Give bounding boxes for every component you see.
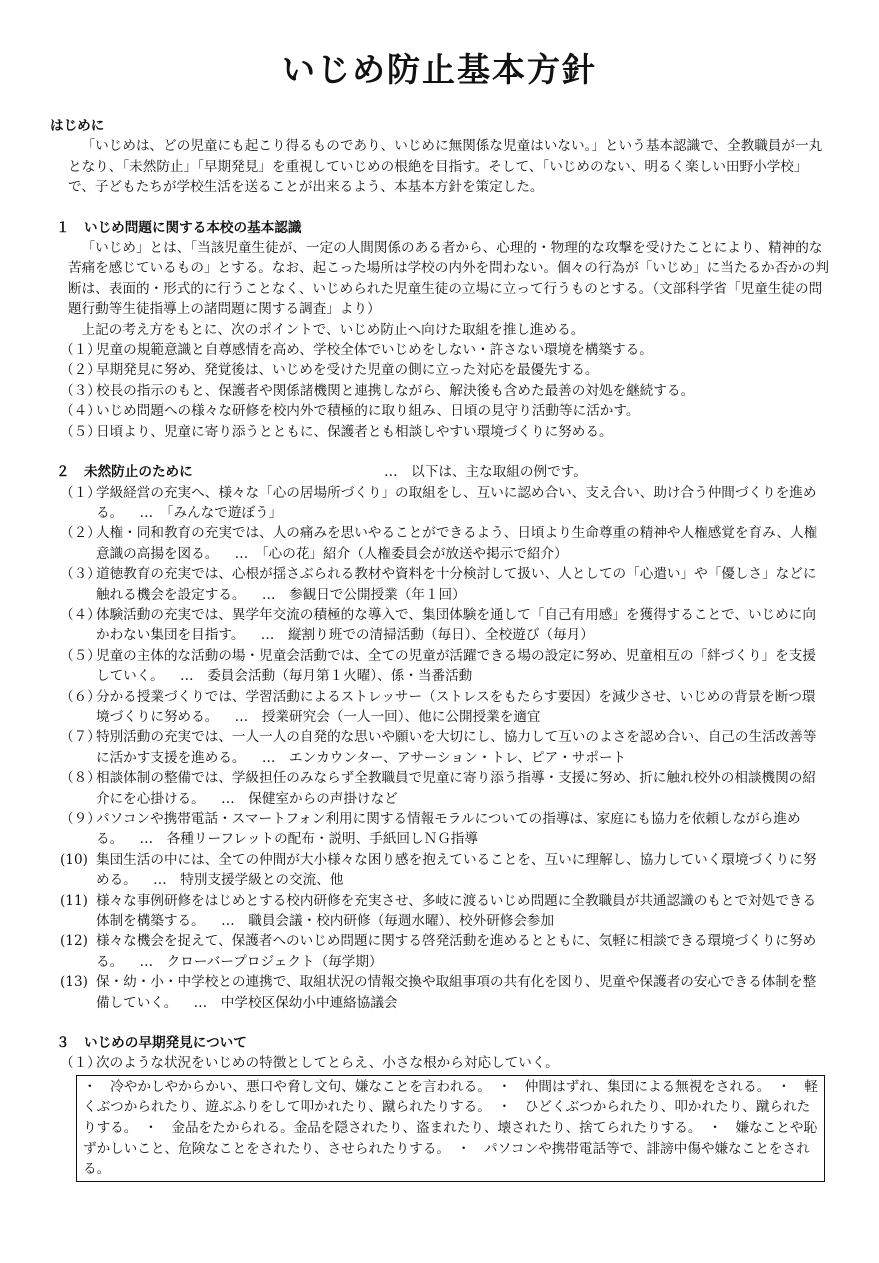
list-item <box>50 422 829 442</box>
list-item <box>50 360 829 380</box>
list-item <box>50 340 829 360</box>
section-1-lead: 上記の考え方をもとに、次のポイントで、いじめ防止へ向けた取組を推し進める。 <box>81 321 585 338</box>
list-item-text: 様々な事例研修をはじめとする校内研修を充実させ、多岐に渡るいじめ問題に全教職員が共通認識のもとで対処できる体制を構築する。 <box>96 892 817 930</box>
list-item-example: … 参観日で公開授業（年１回） <box>261 586 466 603</box>
list-item-text: 児童の規範意識と自尊感情を高め、学校全体でいじめをしない・許さない環境を構築する。 <box>96 342 653 359</box>
list-item-text: 分かる授業づくりでは、学習活動によるストレッサー（ストレスをもたらす要因）を減少させ、いじめの背景を断つ環境づくりに努める。 <box>96 688 816 725</box>
section-2-note: … 以下は、主な取組の例です。 <box>384 464 587 481</box>
section-2-number: ２ <box>56 464 70 481</box>
list-item-number: （９） <box>60 811 101 827</box>
section-3-title: いじめの早期発見について <box>84 1035 247 1052</box>
list-item-text: いじめ問題への様々な研修を校内外で積極的に取り組み、日頃の見守り活動等に活かす。 <box>96 403 640 420</box>
section-2 <box>50 462 829 1013</box>
section-3 <box>50 1033 829 1182</box>
list-item-number: （８） <box>60 770 101 787</box>
section-2-list <box>50 483 829 1014</box>
list-item <box>50 687 829 728</box>
list-item <box>50 809 829 850</box>
list-item-number: （５） <box>60 423 101 440</box>
list-item-text: 体験活動の充実では、異学年交流の積極的な導入で、集団体験を通して「自己有用感」を獲得することで、いじめに向かわない集団を目指す。 <box>96 606 816 644</box>
list-item-example: … エンカウンター、アサーション・トレ、ピア・サポート <box>261 749 627 766</box>
intro-section <box>50 116 829 198</box>
section-1-list <box>50 340 829 442</box>
list-item-text: 人権・同和教育の充実では、人の痛みを思いやることができるよう、日頃より生命尊重の精神や人権感覚を育み、人権意識の高揚を図る。 <box>96 525 818 562</box>
list-item-number: （３） <box>60 382 101 399</box>
list-item-number: (13) <box>60 974 88 991</box>
list-item <box>50 727 829 768</box>
list-item-text: 学級経営の充実へ、様々な「心の居場所づくり」の取組をし、互いに認め合い、支え合い、助け合う仲間づくりを進める。 <box>96 484 817 521</box>
section-3-number: ３ <box>56 1035 70 1052</box>
section-1-title: いじめ問題に関する本校の基本認識 <box>84 219 302 236</box>
list-item-text: パソコンや携帯電話・スマートフォン利用に関する情報モラルについての指導は、家庭にも協力を依頼しながら進める。 <box>96 811 801 848</box>
list-item <box>50 972 829 1013</box>
list-item-text: 様々な機会を捉えて、保護者へのいじめ問題に関する啓発活動を進めるとともに、気軽に相談できる環境づくりに努める。 <box>96 933 817 970</box>
list-item-text: 相談体制の整備では、学級担任のみならず全教職員で児童に寄り添う指導・支援に努め、折に触れ校外の相談機関の紹介にを心掛ける。 <box>96 770 816 807</box>
list-item-example: … 「心の花」紹介（人権委員会が放送や掲示で紹介） <box>234 545 568 562</box>
section-2-title: 未然防止のために <box>84 464 193 481</box>
list-item-number: （１） <box>60 342 101 359</box>
list-item <box>50 605 829 646</box>
section-1 <box>50 218 829 442</box>
list-item-example: … 中学校区保幼小中連絡協議会 <box>193 994 398 1011</box>
list-item-number: （２） <box>60 362 101 379</box>
list-item-example: … クローバープロジェクト（毎学期） <box>139 953 383 970</box>
list-item-example: … 職員会議・校内研修（毎週水曜）、校外研修会参加 <box>221 913 555 930</box>
list-item <box>50 523 829 564</box>
list-item <box>50 931 829 972</box>
list-item-number: （３） <box>60 566 101 583</box>
page-title: いじめ防止基本方針 <box>282 50 597 89</box>
list-item-example: … 委員会活動（毎月第１火曜）、係・当番活動 <box>180 668 473 685</box>
list-item-number: （１） <box>60 484 101 501</box>
list-item-example: … 「みんなで遊ぼう」 <box>139 504 283 521</box>
list-item-text: 日頃より、児童に寄り添うとともに、保護者とも相談しやすい環境づくりに努める。 <box>96 423 613 440</box>
section-1-heading <box>50 218 829 238</box>
list-item-number: (12) <box>60 933 88 950</box>
list-item-number: （２） <box>60 525 101 542</box>
list-item <box>50 850 829 891</box>
list-item <box>50 768 829 809</box>
section-1-number: １ <box>56 219 70 236</box>
list-item-number: （７） <box>60 729 101 746</box>
section-1-definition: 「いじめ」とは、「当該児童生徒が、一定の人間関係のある者から、心理的・物理的な攻撃を受けたことにより、精神的な苦痛を感じているもの」とする。なお、起こった場所は学校の内外を問わない。個々の行為が「いじめ」に当たるか否かの判断は、表面的・形式的に行うことなく、いじめられた児童生徒の立場に立って行うものとする。（文部科学省「児童生徒の問題行動等生徒指導上の諸問題に関する調査」より） <box>68 240 829 318</box>
list-item <box>50 381 829 401</box>
list-item-text: 児童の主体的な活動の場・児童会活動では、全ての児童が活躍できる場の設定に努め、児童相互の「絆づくり」を支援していく。 <box>96 647 816 685</box>
intro-heading: はじめに <box>50 118 105 134</box>
list-item-example: … 特別支援学級との交流、他 <box>153 872 344 889</box>
list-item-text: 道徳教育の充実では、心根が揺さぶられる教材や資料を十分検討して扱い、人としての「心遣い」や「優しさ」などに触れる機会を設定する。 <box>96 566 817 603</box>
list-item <box>50 646 829 687</box>
list-item-text: 特別活動の充実では、一人一人の自発的な思いや願いを大切にし、協力して互いのよさを認め合い、自己の生活改善等に活かす支援を進める。 <box>96 729 817 766</box>
list-item-example: … 授業研究会（一人一回）、他に公開授業を適宜 <box>234 708 541 725</box>
list-item-number: （６） <box>60 688 101 705</box>
section-2-heading <box>50 462 829 482</box>
list-item <box>50 891 829 932</box>
list-item-example: … 縦割り班での清掃活動（毎日）、全校遊び（毎月） <box>260 627 594 644</box>
list-item-text: 次のような状況をいじめの特徴としてとらえ、小さな根から対応していく。 <box>96 1055 559 1072</box>
list-item-number: （４） <box>60 403 101 420</box>
list-item-text: 保・幼・小・中学校との連携で、取組状況の情報交換や取組事項の共有化を図り、児童や保護者の安心できる体制を整備していく。 <box>96 974 817 1011</box>
list-item <box>50 564 829 605</box>
list-item-number: （１） <box>60 1055 101 1072</box>
section-3-item-1 <box>50 1053 829 1073</box>
intro-text: 「いじめは、どの児童にも起こり得るものであり、いじめに無関係な児童はいない。」という基本認識で、全教職員が一丸となり、「未然防止」「早期発見」を重視していじめの根絶を目指す。そして、「いじめのない、明るく楽しい田野小学校」で、子どもたちが学校生活を送ることが出来るよう、本基本方針を策定した。 <box>68 138 823 196</box>
section-3-heading <box>50 1033 829 1053</box>
bullying-signs-box: ・ 冷やかしやからかい、悪口や脅し文句、嫌なことを言われる。 ・ 仲間はずれ、集団による無視をされる。 ・ 軽くぶつかられたり、遊ぶふりをして叩かれたり、蹴られたりする。 ・ ひどくぶつかられたり、叩かれたり、蹴られたりする。 ・ 金品をたかられる。金品を隠されたり、盗まれたり、壊されたり、捨てられたりする。 ・ 嫌なことや恥ずかしいこと、危険なことをされたり、させられたりする。 ・ パソコンや携帯電話等で、誹謗中傷や嫌なことをされる。 <box>76 1075 825 1182</box>
list-item-number: （４） <box>60 606 101 623</box>
list-item-number: (11) <box>60 892 88 909</box>
list-item-text: 校長の指示のもと、保護者や関係諸機関と連携しながら、解決後も含めた最善の対処を継続する。 <box>96 382 695 399</box>
list-item-text: 集団生活の中には、全ての仲間が大小様々な困り感を抱えていることを、互いに理解し、協力していく環境づくりに努める。 <box>96 851 817 889</box>
list-item <box>50 483 829 524</box>
list-item-number: （５） <box>60 647 101 664</box>
list-item-example: … 各種リーフレットの配布・説明、手紙回しＮＧ指導 <box>139 831 478 848</box>
list-item-text: 早期発見に努め、発覚後は、いじめを受けた児童の側に立った対応を最優先する。 <box>96 362 599 379</box>
list-item-example: … 保健室からの声掛けなど <box>221 790 398 807</box>
list-item-number: (10) <box>60 851 88 868</box>
list-item <box>50 401 829 421</box>
